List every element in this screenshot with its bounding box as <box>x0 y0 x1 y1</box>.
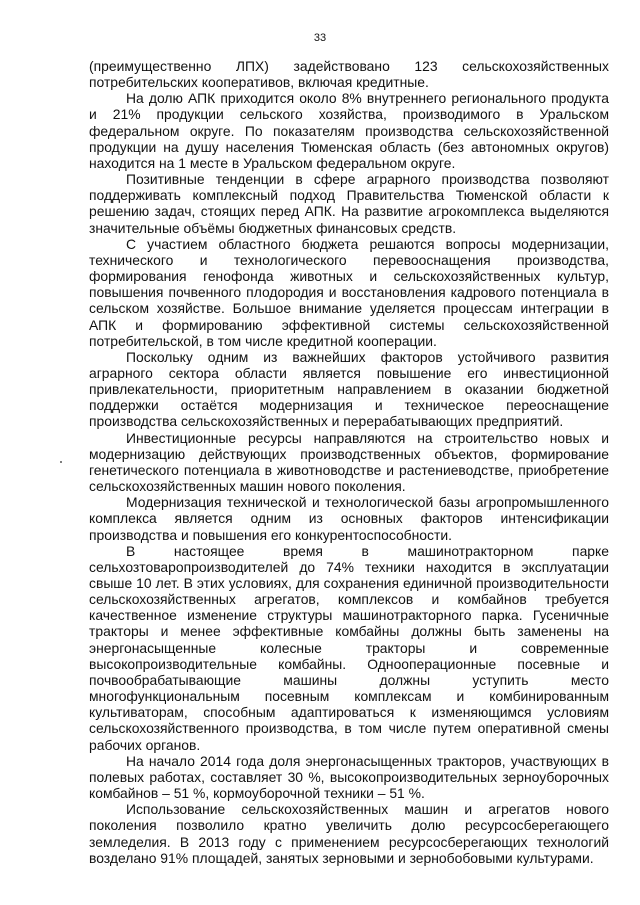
paragraph-regional-budget: С участием областного бюджета решаются вопросы модернизации, технического и технологического перевооснащения производства, формирования генофонда животных и сельскохозяйственных культур, повышения почвенного плодородия и восстановления кадрового потенциала в сельском хозяйстве. Большое внимание уделяется процессам интеграции в АПК и формированию эффективной системы сельскохозяйственной потребительской, в том числе кредитной кооперации. <box>89 235 609 349</box>
paragraph-positive-trends: Позитивные тенденции в сфере аграрного производства позволяют поддерживать комплексный подход Правительства Тюменской области к решению задач, стоящих перед АПК. На развитие агрокомплекса выделяются значительные объёмы бюджетных финансовых средств. <box>89 171 609 236</box>
paragraph-apk-share: На долю АПК приходится около 8% внутреннего регионального продукта и 21% продукции сельского хозяйства, производимого в Уральском федеральном округе. По показателям производства сельскохозяйственной продукции на душу населения Тюменская область (без автономных округов) находится на 1 месте в Уральском федеральном округе. <box>89 90 609 171</box>
paragraph-2014-share: На начало 2014 года доля энергонасыщенных тракторов, участвующих в полевых работах, составляет 30 %, высокопроизводительных зерноуборочных комбайнов – 51 %, кормоуборочной техники – 51 %. <box>89 752 609 802</box>
document-body <box>89 58 609 866</box>
paragraph-modernization: Модернизация технической и технологической базы агропромышленного комплекса является одним из основных факторов интенсификации производства и повышения его конкурентоспособности. <box>89 494 609 543</box>
paragraph-investment-priority: Поскольку одним из важнейших факторов устойчивого развития аграрного сектора области является повышение его инвестиционной привлекательности, приоритетным направлением в оказании бюджетной поддержки остаётся модернизация и техническое переоснащение производства сельскохозяйственных и перерабатывающих предприятий. <box>89 348 609 430</box>
paragraph-resource-saving: Использование сельскохозяйственных машин и агрегатов нового поколения позволило кратно увеличить долю ресурсосберегающего земледелия. В 2013 году с применением ресурсосберегающих технологий возделано 91% площадей, занятых зерновыми и зернобобовыми культурами. <box>89 801 609 866</box>
scan-speck <box>60 461 62 463</box>
paragraph-machine-park: В настоящее время в машинотракторном парке сельхозтоваропроизводителей до 74% техники находится в эксплуатации свыше 10 лет. В этих условиях, для сохранения единичной производительности сельскохозяйственных агрегатов, комплексов и комбайнов требуется качественное изменение структуры машинотракторного парка. Гусеничные тракторы и менее эффективные комбайны должны быть заменены на энергонасыщенные колесные тракторы и современные высокопроизводительные комбайны. Однооперационные посевные и почвообрабатывающие машины должны уступить место многофункциональным посевным комплексам и комбинированным культиваторам, способным адаптироваться к изменяющимся условиям сельскохозяйственного производства, в том числе путем оперативной смены рабочих органов. <box>89 542 609 753</box>
page-number: 33 <box>313 32 327 44</box>
paragraph-cooperatives: (преимущественно ЛПХ) задействовано 123 сельскохозяйственных потребительских кооперативов, включая кредитные. <box>89 58 609 91</box>
paragraph-investment-resources: Инвестиционные ресурсы направляются на строительство новых и модернизацию действующих производственных объектов, формирование генетического потенциала в животноводстве и растениеводстве, приобретение сельскохозяйственных машин нового поколения. <box>89 429 609 495</box>
